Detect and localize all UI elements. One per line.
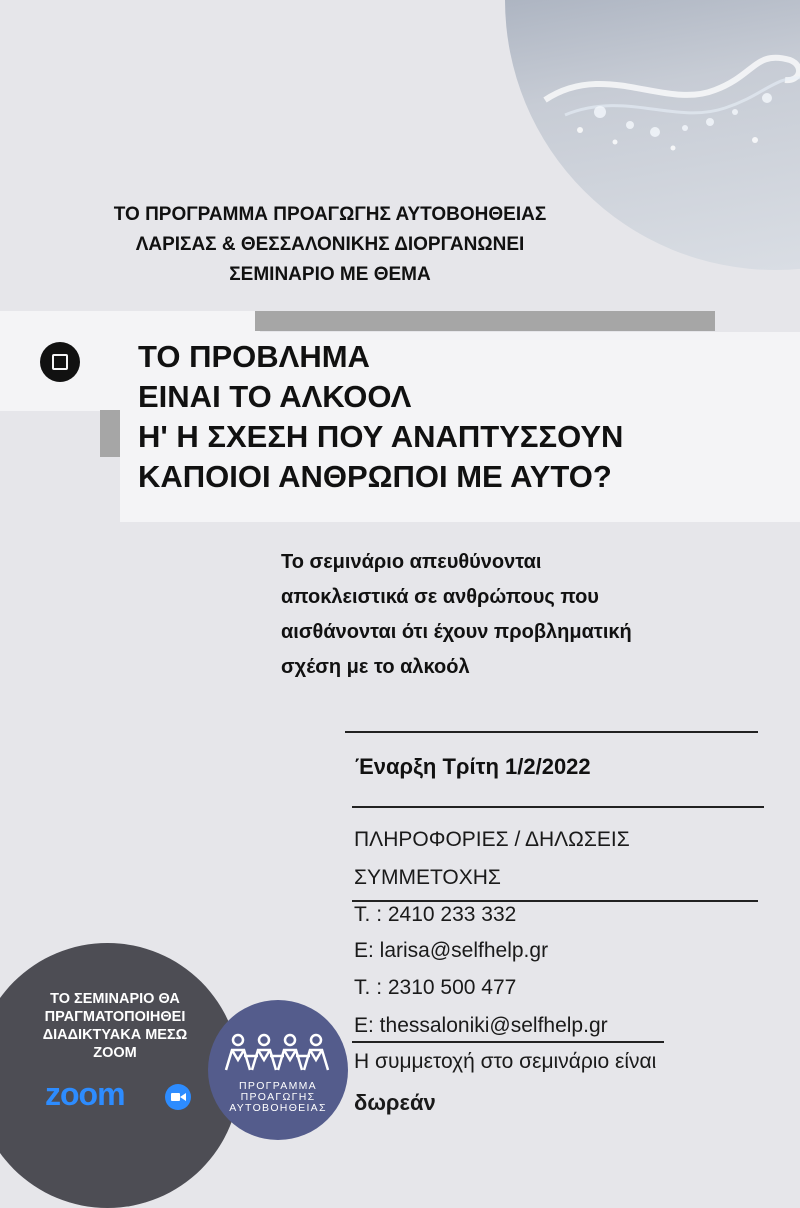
square-bullet-icon — [40, 342, 80, 382]
seminar-description — [281, 545, 632, 685]
heading-line-1: ΤΟ ΠΡΟΓΡΑΜΜΑ ΠΡΟΑΓΩΓΗΣ ΑΥΤΟΒΟΗΘΕΙΑΣ — [113, 204, 547, 225]
free-label: δωρεάν — [354, 1090, 436, 1115]
org-line-2: ΠΡΟΑΓΩΓΗΣ — [240, 1091, 316, 1103]
accent-bar-side — [100, 410, 120, 457]
organizer-heading — [40, 200, 620, 290]
email-thessaloniki[interactable]: E: thessaloniki@selfhelp.gr — [354, 1014, 608, 1037]
divider-top — [345, 731, 758, 733]
seminar-title — [138, 337, 623, 497]
org-logo-text — [208, 1081, 348, 1114]
org-line-1: ΠΡΟΓΡΑΜΜΑ — [239, 1080, 317, 1092]
heading-line-2: ΛΑΡΙΣΑΣ & ΘΕΣΣΑΛΟΝΙΚΗΣ ΔΙΟΡΓΑΝΩΝΕΙ — [135, 234, 525, 255]
zoom-line-4: ZOOM — [93, 1045, 137, 1061]
description-line-2: αποκλειστικά σε ανθρώπους που — [281, 586, 599, 608]
zoom-logo: zoom — [45, 1076, 125, 1112]
accent-bar-top — [255, 311, 715, 331]
description-line-1: Το σεμινάριο απευθύνονται — [281, 551, 542, 573]
title-line-4: ΚΑΠΟΙΟΙ ΑΝΘΡΩΠΟΙ ΜΕ ΑΥΤΟ? — [138, 459, 612, 494]
email-larisa[interactable]: E: larisa@selfhelp.gr — [354, 939, 549, 962]
start-date: Έναρξη Τρίτη 1/2/2022 — [355, 754, 591, 779]
free-participation-text: Η συμμετοχή στο σεμινάριο είναι — [354, 1050, 657, 1073]
org-line-3: ΑΥΤΟΒΟΗΘΕΙΑΣ — [229, 1102, 327, 1114]
description-line-3: αισθάνονται ότι έχουν προβληματική — [281, 621, 632, 643]
heading-line-3: ΣΕΜΙΝΑΡΙΟ ΜΕ ΘΕΜΑ — [229, 264, 431, 285]
zoom-notice — [12, 990, 218, 1062]
info-line-1: ΠΛΗΡΟΦΟΡΙΕΣ / ΔΗΛΩΣΕΙΣ — [354, 828, 630, 851]
zoom-line-1: ΤΟ ΣΕΜΙΝΑΡΙΟ ΘΑ — [50, 991, 180, 1007]
divider-middle — [352, 806, 764, 808]
zoom-line-2: ΠΡΑΓΜΑΤΟΠΟΙΗΘΕΙ — [44, 1009, 186, 1025]
org-logo-circle — [208, 1000, 348, 1140]
zoom-camera-icon — [165, 1084, 191, 1110]
title-line-3: Η' Η ΣΧΕΣΗ ΠΟΥ ΑΝΑΠΤΥΣΣΟΥΝ — [138, 419, 624, 454]
zoom-line-3: ΔΙΑΔΙΚΤΥΑΚΑ ΜΕΣΩ — [42, 1027, 188, 1043]
title-line-2: ΕΙΝΑΙ ΤΟ ΑΛΚΟΟΛ — [138, 379, 412, 414]
title-line-1: ΤΟ ΠΡΟΒΛΗΜΑ — [138, 339, 370, 374]
divider-info — [352, 900, 758, 902]
divider-bottom — [352, 1041, 664, 1043]
info-line-2: ΣΥΜΜΕΤΟΧΗΣ — [354, 866, 501, 889]
people-chain-icon — [208, 1000, 348, 1140]
phone-thessaloniki[interactable]: Τ. : 2310 500 477 — [354, 976, 517, 999]
description-line-4: σχέση με το αλκοόλ — [281, 656, 470, 678]
phone-larisa[interactable]: Τ. : 2410 233 332 — [354, 903, 517, 926]
